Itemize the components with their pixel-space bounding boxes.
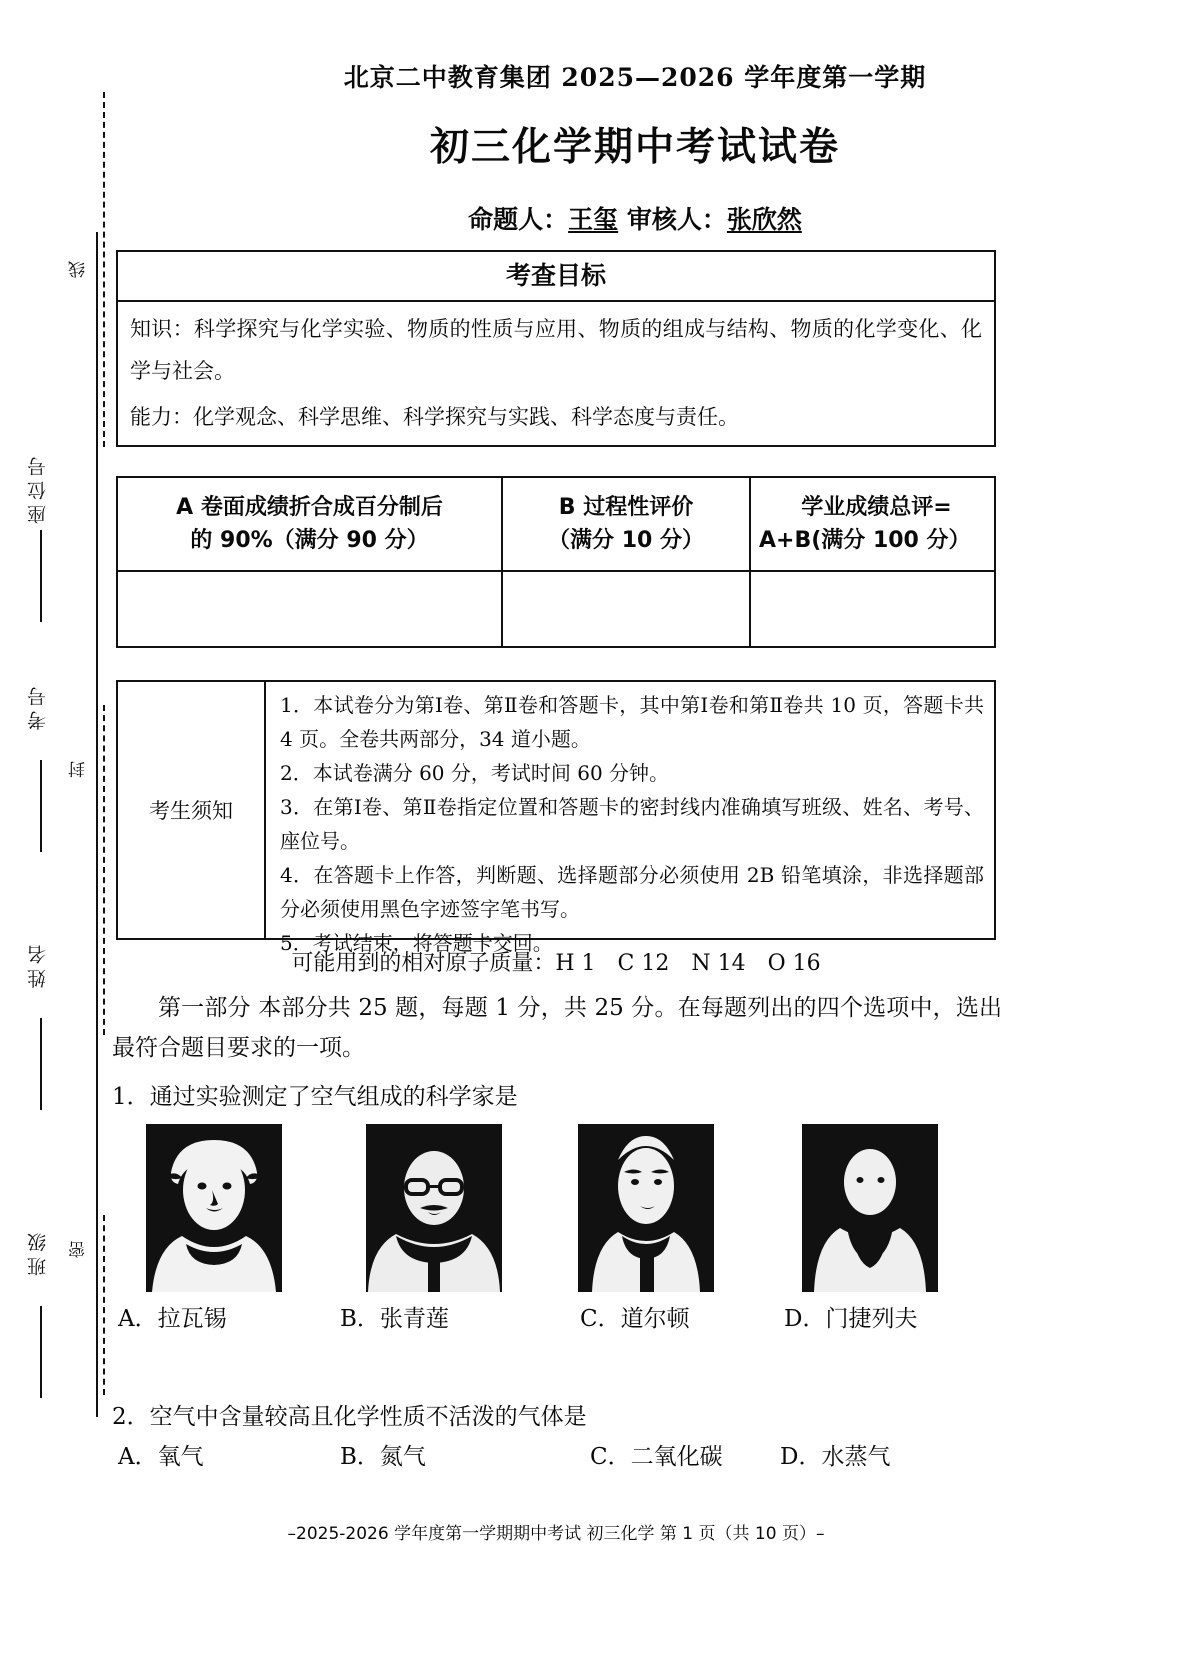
seat-number-label: 座位号 — [27, 452, 49, 524]
score-col-b-line2: （满分 10 分） — [548, 528, 704, 553]
class-blank[interactable] — [40, 1306, 42, 1398]
score-col-c-line1: 学业成绩总评= — [801, 495, 952, 520]
option-d[interactable]: D．门捷列夫 — [784, 1306, 918, 1332]
exam-objectives-heading: 考查目标 — [118, 252, 994, 302]
paper-header — [110, 0, 1160, 236]
exam-objectives-body — [118, 302, 994, 438]
option-c[interactable]: C．二氧化碳 — [590, 1444, 723, 1470]
score-table — [116, 476, 996, 648]
score-cell-b[interactable] — [503, 572, 751, 648]
student-notice-box — [116, 680, 996, 955]
notice-item: 5．考试结束，将答题卡交回。 — [280, 931, 553, 955]
objective-knowledge: 知识：科学探究与化学实验、物质的性质与应用、物质的组成与结构、物质的化学变化、化学与社会。 — [130, 317, 982, 383]
option-c[interactable]: C．道尔顿 — [580, 1306, 690, 1332]
question-2-stem: 2．空气中含量较高且化学性质不活泼的气体是 — [112, 1404, 587, 1430]
student-name-label: 姓名 — [27, 940, 49, 988]
seal-rule-low — [96, 837, 98, 1182]
seal-rule-top — [96, 232, 98, 447]
score-col-c-header — [751, 478, 994, 570]
seal-rule-mid — [96, 447, 98, 837]
portrait-mendeleev-image — [802, 1124, 938, 1292]
sealing-margin — [0, 0, 110, 1678]
student-notice-items — [266, 682, 994, 955]
reviewer-name: 张欣然 — [726, 205, 802, 234]
author-reviewer-line — [110, 200, 1160, 236]
seal-label-line: 线 — [69, 258, 89, 278]
seat-number-blank[interactable] — [40, 530, 42, 622]
seal-dash-mid — [103, 705, 105, 1035]
score-col-a-line2: 的 90%（满分 90 分） — [190, 528, 429, 553]
page-footer: –2025-2026 学年度第一学期期中考试 初三化学 第 1 页（共 10 页）– — [287, 1524, 825, 1544]
option-b[interactable]: B．氮气 — [340, 1444, 426, 1470]
portrait-lavoisier-image — [146, 1124, 282, 1292]
author-label: 命题人： — [468, 205, 569, 234]
question-1-portraits — [116, 1124, 1006, 1296]
score-table-value-row — [118, 572, 994, 648]
score-col-c-line2: A+B(满分 100 分） — [759, 528, 971, 553]
notice-item: 2．本试卷满分 60 分，考试时间 60 分钟。 — [280, 761, 670, 785]
seal-dash-top — [103, 92, 105, 447]
seal-rule-bottom — [96, 1182, 98, 1417]
part-one-instruction: 第一部分 本部分共 25 题，每题 1 分，共 25 分。在每题列出的四个选项中，选出最符合题目要求的一项。 — [112, 995, 1002, 1061]
seal-label-seal: 封 — [69, 758, 89, 778]
objective-ability: 能力：化学观念、科学思维、科学探究与实践、科学态度与责任。 — [130, 405, 739, 429]
option-b[interactable]: B．张青莲 — [340, 1306, 449, 1332]
portrait-zhangqinglian-image — [366, 1124, 502, 1292]
score-col-a-line1: A 卷面成绩折合成百分制后 — [176, 495, 443, 520]
notice-item: 3．在第Ⅰ卷、第Ⅱ卷指定位置和答题卡的密封线内准确填写班级、姓名、考号、座位号。 — [280, 795, 984, 853]
student-name-blank[interactable] — [40, 1018, 42, 1110]
student-notice-row — [118, 682, 994, 955]
score-cell-a[interactable] — [118, 572, 503, 648]
score-table-header-row — [118, 478, 994, 572]
relative-atomic-masses: 可能用到的相对原子质量：H 1 C 12 N 14 O 16 — [291, 951, 821, 976]
score-col-b-line1: B 过程性评价 — [558, 495, 694, 520]
author-name: 王玺 — [568, 205, 619, 234]
option-a[interactable]: A．拉瓦锡 — [118, 1306, 227, 1332]
option-d[interactable]: D．水蒸气 — [780, 1444, 891, 1470]
student-notice-label: 考生须知 — [118, 682, 266, 938]
reviewer-label: 审核人： — [618, 205, 727, 234]
exam-number-blank[interactable] — [40, 760, 42, 852]
school-year-line: 北京二中教育集团 2025—2026 学年度第一学期 — [343, 63, 927, 92]
seal-label-secret: 密 — [69, 1238, 89, 1258]
portrait-dalton-image — [578, 1124, 714, 1292]
option-a[interactable]: A．氧气 — [118, 1444, 204, 1470]
score-col-a-header — [118, 478, 503, 570]
notice-item: 1．本试卷分为第Ⅰ卷、第Ⅱ卷和答题卡，其中第Ⅰ卷和第Ⅱ卷共 10 页，答题卡共 4 页。全卷共两部分，34 道小题。 — [280, 693, 984, 751]
question-1-stem: 1．通过实验测定了空气组成的科学家是 — [112, 1084, 518, 1110]
score-cell-c[interactable] — [751, 572, 994, 648]
notice-item: 4．在答题卡上作答，判断题、选择题部分必须使用 2B 铅笔填涂，非选择题部分必须使用黑色字迹签字笔书写。 — [280, 863, 984, 921]
page-title: 初三化学期中考试试卷 — [429, 124, 840, 170]
class-label: 班级 — [27, 1228, 49, 1276]
exam-objectives-box — [116, 250, 996, 447]
score-col-b-header — [503, 478, 751, 570]
seal-dash-bottom — [103, 1215, 105, 1395]
exam-number-label: 考号 — [27, 682, 49, 730]
